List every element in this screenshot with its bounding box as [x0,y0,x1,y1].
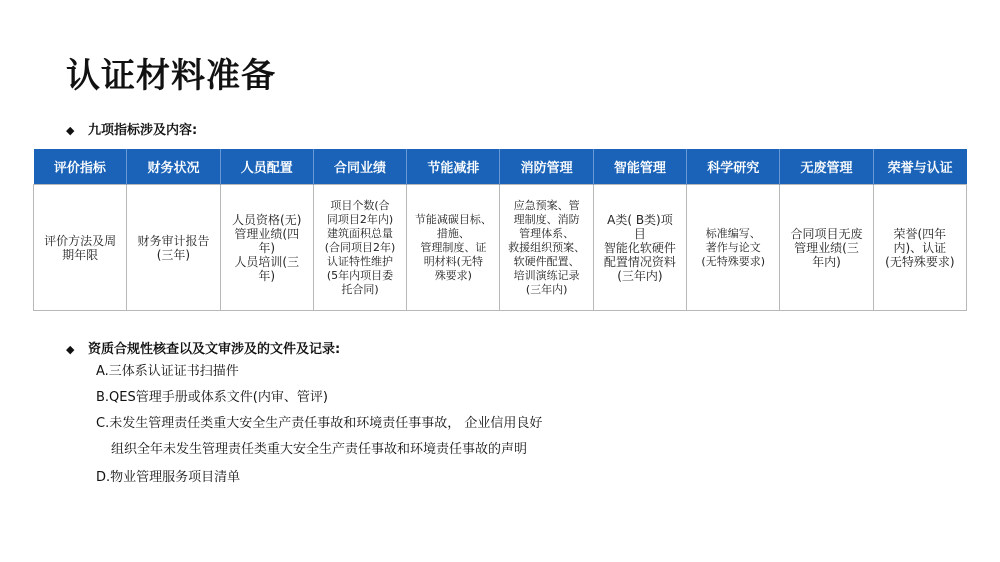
table-cell: 节能减碳目标、 措施、 管理制度、证 明材料(无特 殊要求) [407,185,500,311]
table-cell: 评价方法及周 期年限 [34,185,127,311]
table-header-cell: 合同业绩 [313,149,406,185]
table-cell: 标准编写、 著作与论文 (无特殊要求) [687,185,780,311]
table-cell: 合同项目无废 管理业绩(三 年内) [780,185,873,311]
table-cell: 应急预案、管 理制度、消防 管理体系、 救援组织预案、 软硬件配置、 培训演练记录 (三年内) [500,185,593,311]
table-header-cell: 智能管理 [593,149,686,185]
table-header-cell: 荣誉与认证 [873,149,966,185]
list-item: D.物业管理服务项目清单 [96,470,241,485]
diamond-bullet-icon: ◆ [66,343,75,356]
page-title: 认证材料准备 [66,56,276,96]
section-heading-text: 九项指标涉及内容: [88,123,198,138]
table-header-cell: 评价指标 [34,149,127,185]
table-header-cell: 财务状况 [127,149,220,185]
table-header-cell: 人员配置 [220,149,313,185]
table-cell: A类( B类)项 目 智能化软硬件 配置情况资料 (三年内) [593,185,686,311]
list-item: B.QES管理手册或体系文件(内审、管评) [96,390,328,405]
section-heading-text: 资质合规性核查以及文审涉及的文件及记录: [88,342,341,357]
list-item: A.三体系认证证书扫描件 [96,364,239,379]
table-cell: 人员资格(无) 管理业绩(四 年) 人员培训(三 年) [220,185,313,311]
table-cell: 项目个数(合 同项目2年内) 建筑面积总量 (合同项目2年) 认证特性维护 (5年内项目委 托合同) [313,185,406,311]
table-cell: 荣誉(四年 内)、认证 (无特殊要求) [873,185,966,311]
table-header-cell: 消防管理 [500,149,593,185]
list-item: C.未发生管理责任类重大安全生产责任事故和环境责任事事故， 企业信用良好 [96,416,543,431]
table-header-cell: 科学研究 [687,149,780,185]
table-header-cell: 节能减排 [407,149,500,185]
list-item: 组织全年未发生管理责任类重大安全生产责任事故和环境责任事故的声明 [111,442,528,457]
table-header-cell: 无废管理 [780,149,873,185]
diamond-bullet-icon: ◆ [66,124,75,137]
table-cell: 财务审计报告 (三年) [127,185,220,311]
